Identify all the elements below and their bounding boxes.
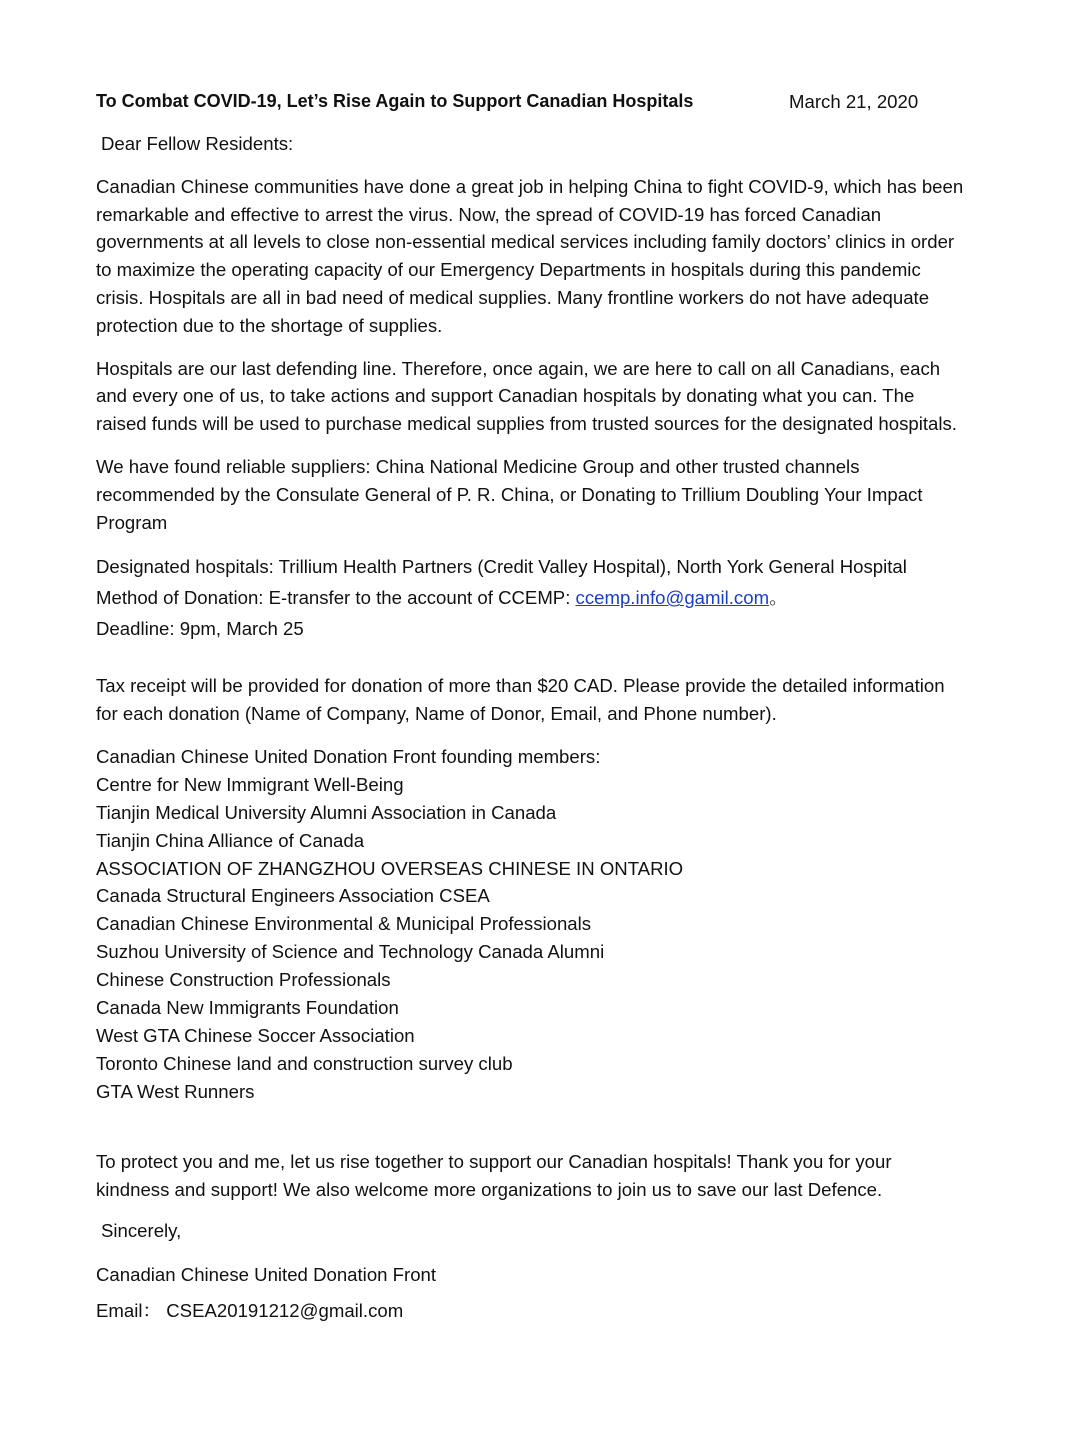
member-item: Canada New Immigrants Foundation	[96, 997, 399, 1019]
member-item: West GTA Chinese Soccer Association	[96, 1025, 415, 1047]
donation-email-link[interactable]: ccemp.info@gamil.com	[575, 587, 770, 609]
deadline: Deadline: 9pm, March 25	[96, 618, 304, 640]
signature: Canadian Chinese United Donation Front	[96, 1264, 437, 1286]
paragraph-closing	[96, 1148, 1001, 1204]
paragraph-line: protection due to the shortage of supplies.	[96, 314, 443, 336]
paragraph-line: and every one of us, to take actions and support Canadian hospitals by donating what you can. The	[96, 385, 915, 407]
paragraph-line: Hospitals are our last defending line. Therefore, once again, we are here to call on all Canadians, each	[96, 357, 941, 379]
members-heading: Canadian Chinese United Donation Front founding members:	[96, 745, 601, 767]
paragraph-line: for each donation (Name of Company, Name of Donor, Email, and Phone number).	[96, 703, 777, 725]
donation-email-suffix: 。	[769, 587, 788, 609]
paragraph-line: remarkable and effective to arrest the virus. Now, the spread of COVID-19 has forced Canadian	[96, 203, 882, 225]
paragraph-line: governments at all levels to close non-essential medical services including family doctors’ clinics in order	[96, 231, 955, 253]
member-item: Tianjin Medical University Alumni Association in Canada	[96, 801, 557, 823]
sign-off: Sincerely,	[101, 1220, 182, 1242]
letter-page	[96, 88, 1001, 1325]
member-item: Chinese Construction Professionals	[96, 969, 391, 991]
member-item: ASSOCIATION OF ZHANGZHOU OVERSEAS CHINESE IN ONTARIO	[96, 857, 684, 879]
paragraph-line: raised funds will be used to purchase medical supplies from trusted sources for the designated hospitals.	[96, 413, 957, 435]
paragraph-call-to-action	[96, 355, 1001, 438]
paragraph-line: Canadian Chinese communities have done a great job in helping China to fight COVID-9, which has been	[96, 175, 964, 197]
paragraph-line: crisis. Hospitals are all in bad need of medical supplies. Many frontline workers do not have adequate	[96, 286, 930, 308]
founding-members	[96, 743, 1001, 1106]
paragraph-tax-receipt	[96, 672, 1001, 728]
letter-date: March 21, 2020	[789, 91, 919, 112]
paragraph-intro	[96, 173, 1001, 340]
member-item: Centre for New Immigrant Well-Being	[96, 773, 404, 795]
letter-header	[96, 88, 1001, 116]
greeting: Dear Fellow Residents:	[101, 133, 294, 154]
contact-email: Email： CSEA20191212@gmail.com	[96, 1299, 404, 1321]
member-item: Canadian Chinese Environmental & Municipal Professionals	[96, 913, 592, 935]
paragraph-line: kindness and support! We also welcome more organizations to join us to save our last Defence.	[96, 1178, 883, 1200]
member-item: Tianjin China Alliance of Canada	[96, 829, 365, 851]
member-item: GTA West Runners	[96, 1080, 255, 1102]
donation-method	[96, 582, 1001, 613]
paragraph-line: We have found reliable suppliers: China National Medicine Group and other trusted channels	[96, 455, 860, 477]
donation-info	[96, 551, 1001, 644]
designated-hospitals: Designated hospitals: Trillium Health Partners (Credit Valley Hospital), North York General Hospital	[96, 556, 907, 578]
donation-method-label: Method of Donation: E-transfer to the account of CCEMP:	[96, 587, 576, 609]
paragraph-suppliers	[96, 453, 1001, 536]
letter-title: To Combat COVID-19, Let’s Rise Again to Support Canadian Hospitals	[96, 91, 694, 111]
member-item: Suzhou University of Science and Technology Canada Alumni	[96, 941, 605, 963]
paragraph-line: Program	[96, 511, 168, 533]
member-item: Toronto Chinese land and construction survey club	[96, 1052, 513, 1074]
paragraph-line: Tax receipt will be provided for donation of more than $20 CAD. Please provide the detailed information	[96, 675, 945, 697]
member-item: Canada Structural Engineers Association CSEA	[96, 885, 490, 907]
paragraph-line: recommended by the Consulate General of P. R. China, or Donating to Trillium Doubling Your Impact	[96, 483, 923, 505]
paragraph-line: to maximize the operating capacity of our Emergency Departments in hospitals during this pandemic	[96, 259, 921, 281]
paragraph-line: To protect you and me, let us rise together to support our Canadian hospitals! Thank you for your	[96, 1150, 892, 1172]
